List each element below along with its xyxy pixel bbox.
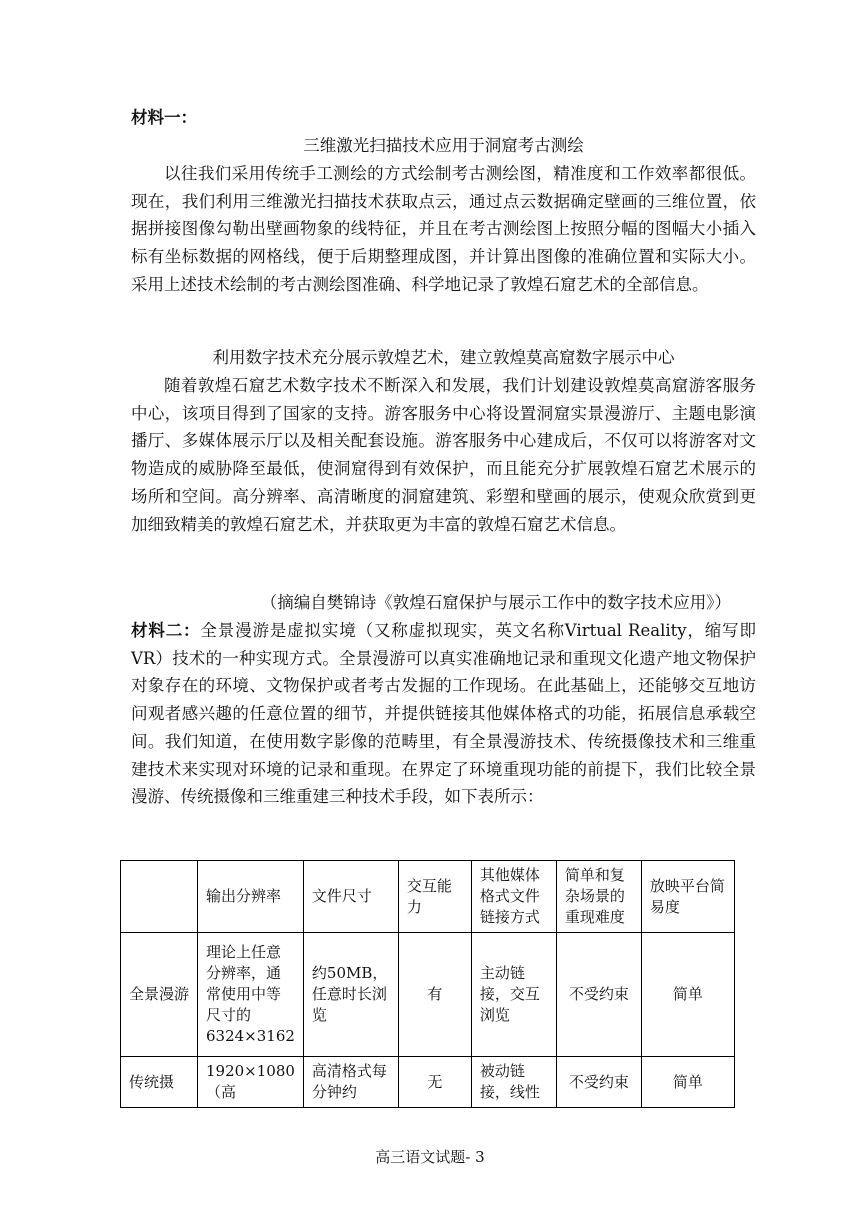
table-cell: 理论上任意分辨率，通常使用中等尺寸的6324×3162	[198, 933, 304, 1057]
table-header-cell	[121, 861, 198, 933]
table-cell: 被动链接，线性	[471, 1057, 556, 1108]
material-two-paragraph	[131, 617, 756, 811]
table-cell: 简单	[641, 933, 734, 1057]
table-header-cell: 交互能力	[398, 861, 471, 933]
table-cell: 简单	[641, 1057, 734, 1108]
material-one-label: 材料一：	[131, 108, 197, 127]
material-two-text: 全景漫游是虚拟实境（又称虚拟现实，英文名称Virtual Reality，缩写即VR）技术的一种实现方式。全景漫游可以真实准确地记录和重现文化遗产地文物保护对象存在的环境、文物保护或者考古发掘的工作现场。在此基础上，还能够交互地访问观者感兴趣的任意位置的细节，并提供链接其他媒体格式的功能，拓展信息承载空间。我们知道，在使用数字影像的范畴里，有全景漫游技术、传统摄像技术和三维重建技术来实现对环境的记录和重现。在界定了环境重现功能的前提下，我们比较全景漫游、传统摄像和三维重建三种技术手段，如下表所示：	[131, 621, 756, 807]
table-header-cell: 放映平台简易度	[641, 861, 734, 933]
table-row	[121, 933, 735, 1057]
comparison-table	[120, 860, 735, 1108]
material-one-paragraph-1: 以往我们采用传统手工测绘的方式绘制考古测绘图，精准度和工作效率都很低。现在，我们利用三维激光扫描技术获取点云，通过点云数据确定壁画的三维位置，依据拼接图像勾勒出壁画物象的线特征，并且在考古测绘图上按照分幅的图幅大小插入标有坐标数据的网格线，便于后期整理成图，并计算出图像的准确位置和实际大小。采用上述技术绘制的考古测绘图准确、科学地记录了敦煌石窟艺术的全部信息。	[131, 164, 756, 294]
table-cell: 约50MB，任意时长浏览	[303, 933, 398, 1057]
table-cell: 不受约束	[556, 1057, 641, 1108]
table-cell: 传统摄	[121, 1057, 198, 1108]
material-one-title-1: 三维激光扫描技术应用于洞窟考古测绘	[303, 136, 584, 155]
page-footer: 高三语文试题- 3	[375, 1148, 485, 1166]
material-two	[131, 617, 756, 811]
material-one-source: （摘编自樊锦诗《敦煌石窟保护与展示工作中的数字技术应用》）	[260, 593, 731, 612]
table-header-cell: 输出分辨率	[198, 861, 304, 933]
table-cell: 不受约束	[556, 933, 641, 1057]
table-header-cell: 文件尺寸	[303, 861, 398, 933]
table-header-cell: 其他媒体格式文件链接方式	[471, 861, 556, 933]
table-cell: 主动链接，交互浏览	[471, 933, 556, 1057]
table-cell: 全景漫游	[121, 933, 198, 1057]
material-one-paragraph-2: 随着敦煌石窟艺术数字技术不断深入和发展，我们计划建设敦煌莫高窟游客服务中心，该项目得到了国家的支持。游客服务中心将设置洞窟实景漫游厅、主题电影演播厅、多媒体展示厅以及相关配套设施。游客服务中心建成后，不仅可以将游客对文物造成的威胁降至最低，使洞窟得到有效保护，而且能充分扩展敦煌石窟艺术展示的场所和空间。高分辨率、高清晰度的洞窟建筑、彩塑和壁画的展示，使观众欣赏到更加细致精美的敦煌石窟艺术，并获取更为丰富的敦煌石窟艺术信息。	[131, 376, 756, 534]
table-header-row	[121, 861, 735, 933]
table-cell: 高清格式每分钟约	[303, 1057, 398, 1108]
table-cell: 1920×1080（高	[198, 1057, 304, 1108]
table-cell: 无	[398, 1057, 471, 1108]
table-header-cell: 简单和复杂场景的重现难度	[556, 861, 641, 933]
material-one-title-2: 利用数字技术充分展示敦煌艺术，建立敦煌莫高窟数字展示中心	[212, 348, 675, 367]
table-row	[121, 1057, 735, 1108]
table-cell: 有	[398, 933, 471, 1057]
material-two-label: 材料二：	[131, 621, 201, 640]
